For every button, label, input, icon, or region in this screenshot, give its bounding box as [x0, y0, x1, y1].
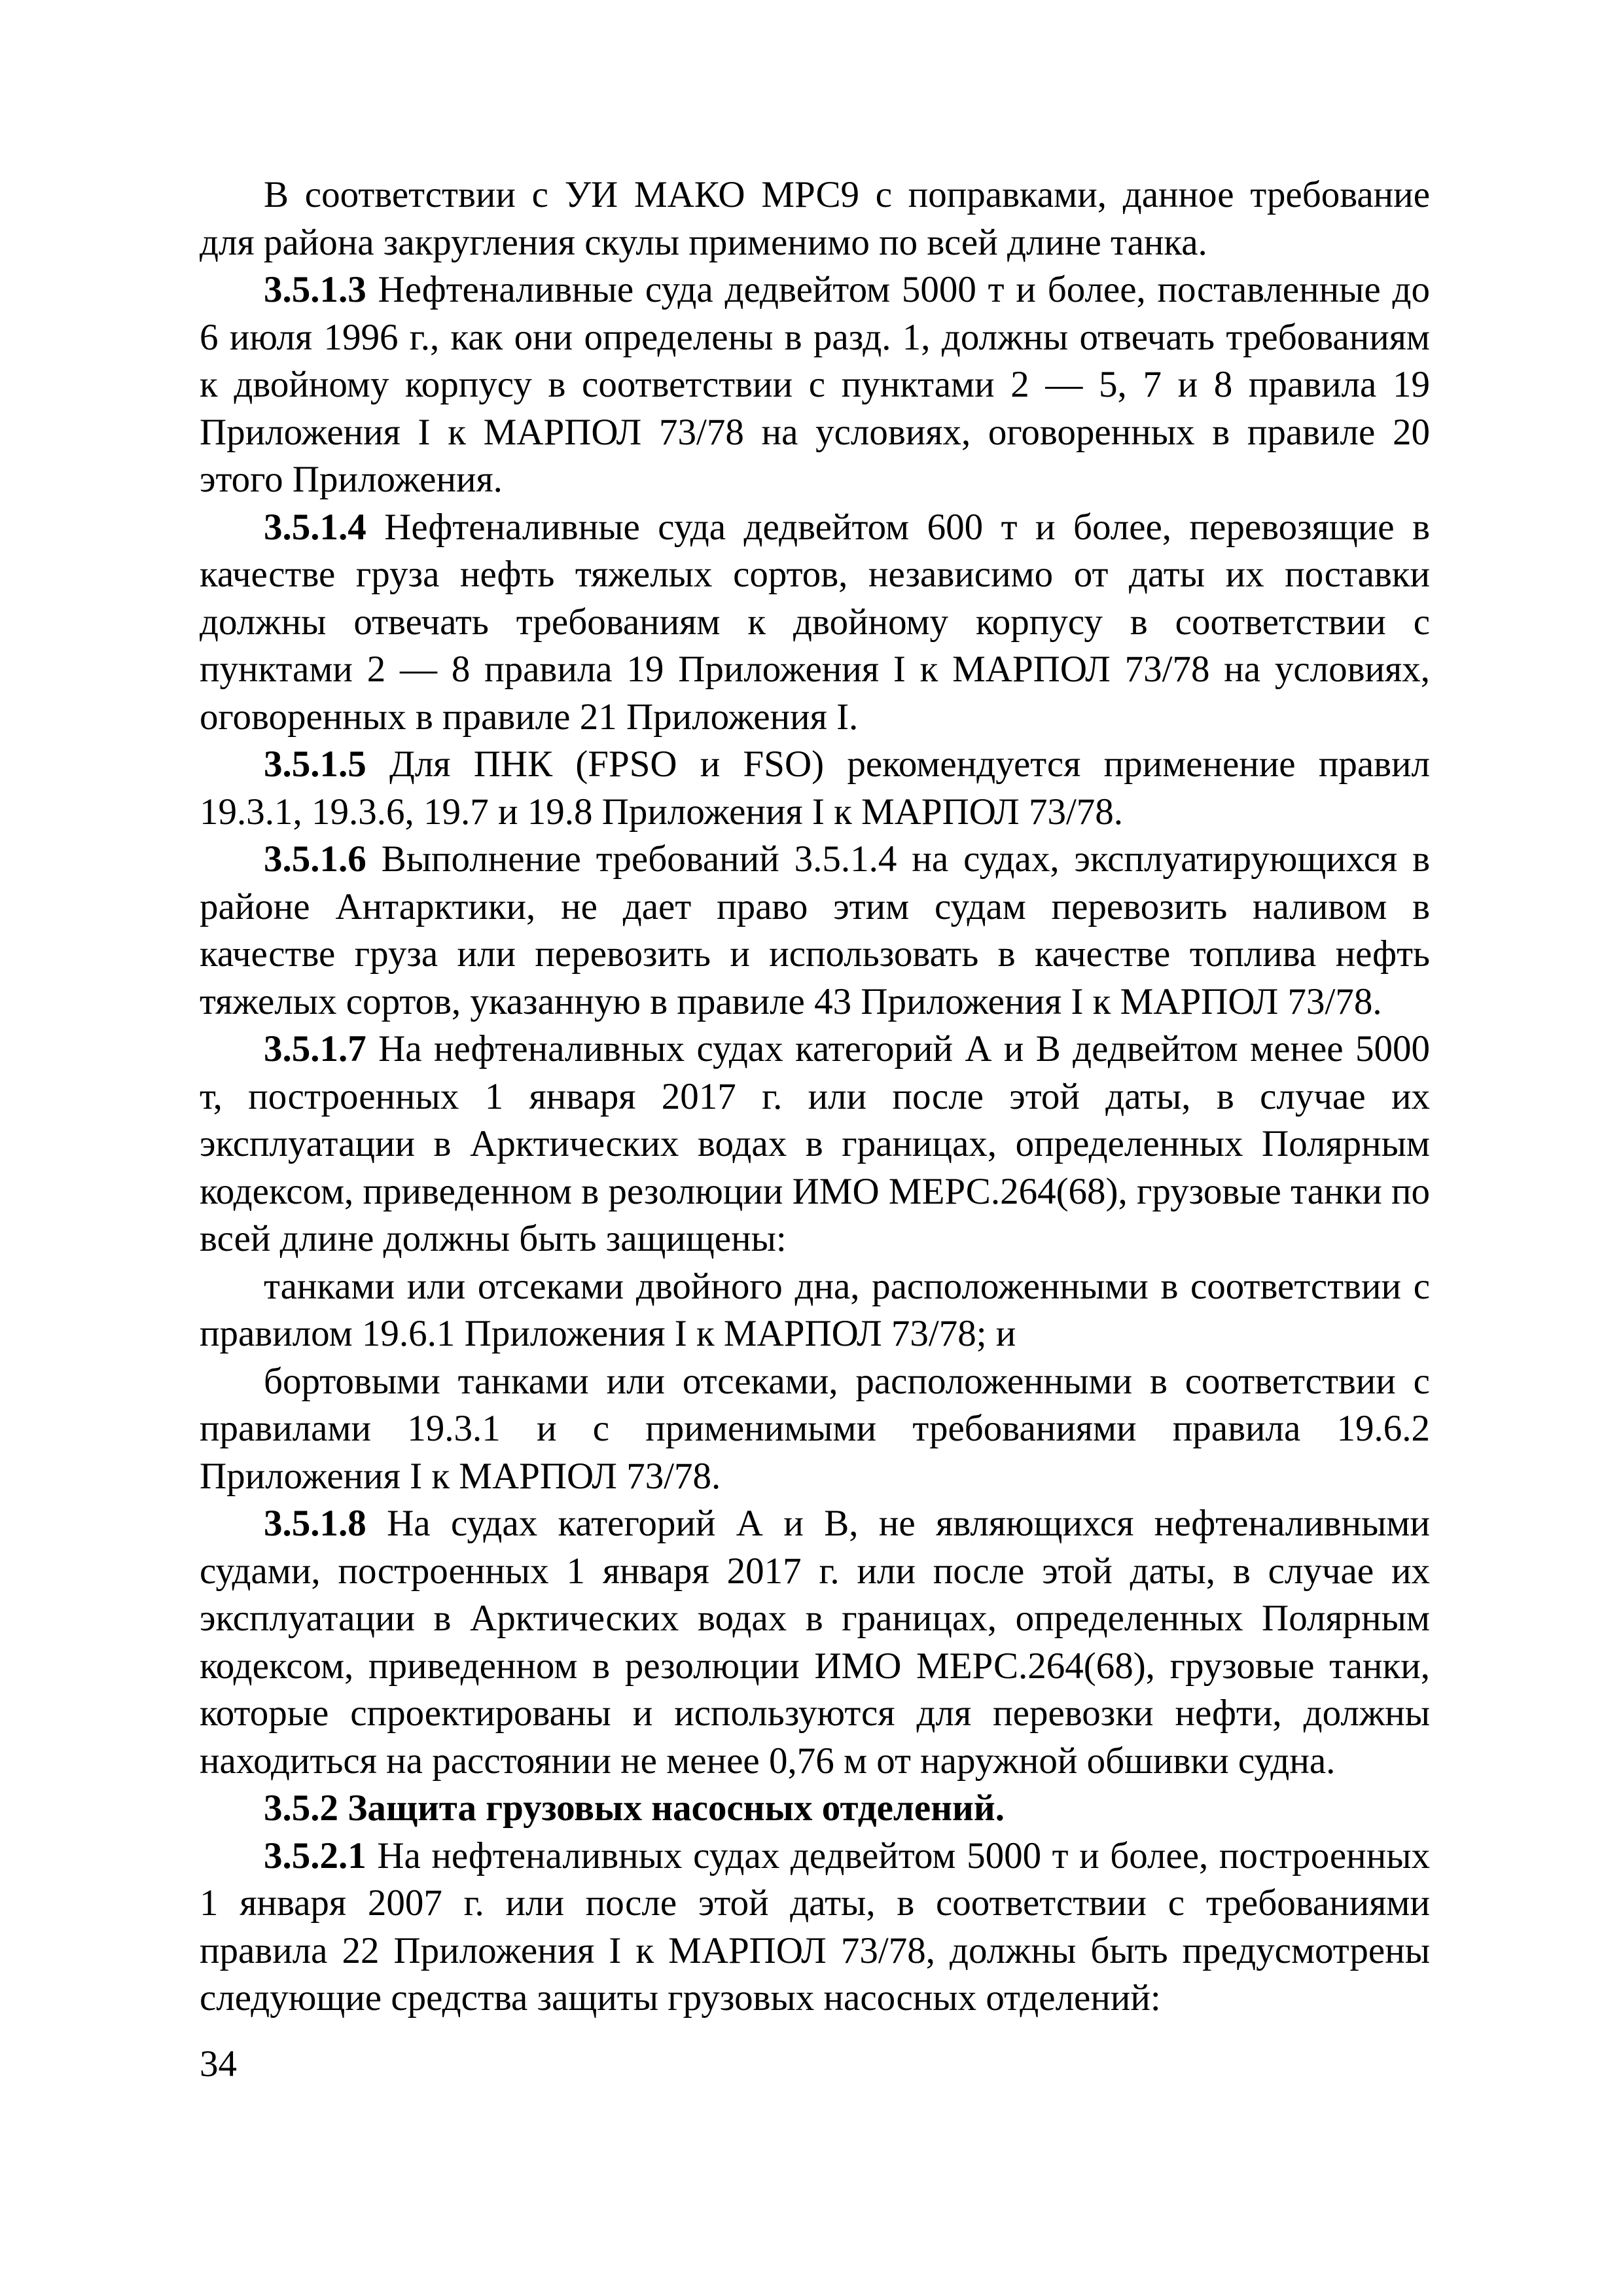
- paragraph-text: танками или отсеками двойного дна, расположенными в соответствии с правилом 19.6.1 Приложения I к МАРПОЛ 73/78; и: [200, 1265, 1430, 1354]
- body-text: [200, 171, 1430, 2022]
- paragraph-text: Нефтеналивные суда дедвейтом 600 т и более, перевозящие в качестве груза нефть тяжелых сортов, независимо от даты их поставки должны отвечать требованиям к двойному корпусу в соответствии с пунктами 2 — 8 правила 19 Приложения I к МАРПОЛ 73/78 на условиях, оговоренных в правиле 21 Приложения I.: [200, 506, 1430, 738]
- section-heading: 3.5.2 Защита грузовых насосных отделений.: [264, 1787, 1005, 1829]
- paragraph-3-5-1-6: [200, 836, 1430, 1026]
- paragraph-text: Выполнение требований 3.5.1.4 на судах, эксплуатирующихся в районе Антарктики, не дает право этим судам перевозить наливом в качестве груза или перевозить и использовать в качестве топлива нефть тяжелых сортов, указанную в правиле 43 Приложения I к МАРПОЛ 73/78.: [200, 838, 1430, 1022]
- paragraph-3-5-1-8: [200, 1500, 1430, 1785]
- paragraph-text: На судах категорий А и В, не являющихся нефтеналивными судами, построенных 1 января 2017 г. или после этой даты, в случае их эксплуатации в Арктических водах в границах, определенных Полярным кодексом, приведенном в резолюции ИМО МЕРС.264(68), грузовые танки, которые спроектированы и используются для перевозки нефти, должны находиться на расстоянии не менее 0,76 м от наружной обшивки судна.: [200, 1503, 1430, 1782]
- paragraph-text: бортовыми танками или отсеками, расположенными в соответствии с правилами 19.3.1 и с применимыми требованиями правила 19.6.2 Приложения I к МАРПОЛ 73/78.: [200, 1360, 1430, 1497]
- paragraph-text: В соответствии с УИ МАКО МРС9 с поправками, данное требование для района закругления скулы применимо по всей длине танка.: [200, 174, 1430, 263]
- paragraph-3-5-1-7: [200, 1026, 1430, 1263]
- paragraph-text: Нефтеналивные суда дедвейтом 5000 т и более, поставленные до 6 июля 1996 г., как они определены в разд. 1, должны отвечать требованиям к двойному корпусу в соответствии с пунктами 2 — 5, 7 и 8 правила 19 Приложения I к МАРПОЛ 73/78 на условиях, оговоренных в правиле 20 этого Приложения.: [200, 269, 1430, 500]
- page-number: 34: [200, 2043, 237, 2085]
- paragraph-text: На нефтеналивных судах дедвейтом 5000 т и более, построенных 1 января 2007 г. или после этой даты, в соответствии с требованиями правила 22 Приложения I к МАРПОЛ 73/78, должны быть предусмотрены следующие средства защиты грузовых насосных отделений:: [200, 1835, 1430, 2018]
- paragraph-3-5-1-5: [200, 741, 1430, 836]
- clause-number: 3.5.1.7: [264, 1028, 366, 1069]
- clause-number: 3.5.1.5: [264, 744, 366, 785]
- clause-number: 3.5.1.6: [264, 838, 366, 880]
- paragraph-intro: [200, 171, 1430, 266]
- clause-number: 3.5.1.3: [264, 269, 366, 310]
- clause-number: 3.5.1.8: [264, 1503, 366, 1544]
- paragraph-text: Для ПНК (FPSO и FSO) рекомендуется применение правил 19.3.1, 19.3.6, 19.7 и 19.8 Приложения I к МАРПОЛ 73/78.: [200, 744, 1430, 833]
- paragraph-side-tanks: [200, 1358, 1430, 1501]
- clause-number: 3.5.1.4: [264, 506, 366, 548]
- paragraph-text: На нефтеналивных судах категорий А и В дедвейтом менее 5000 т, построенных 1 января 2017 г. или после этой даты, в случае их эксплуатации в Арктических водах в границах, определенных Полярным кодексом, приведенном в резолюции ИМО МЕРС.264(68), грузовые танки по всей длине должны быть защищены:: [200, 1028, 1430, 1259]
- section-heading-3-5-2: [200, 1785, 1430, 1833]
- paragraph-3-5-2-1: [200, 1833, 1430, 2022]
- paragraph-3-5-1-3: [200, 266, 1430, 504]
- paragraph-3-5-1-4: [200, 504, 1430, 742]
- clause-number: 3.5.2.1: [264, 1835, 366, 1876]
- paragraph-double-bottom: [200, 1263, 1430, 1358]
